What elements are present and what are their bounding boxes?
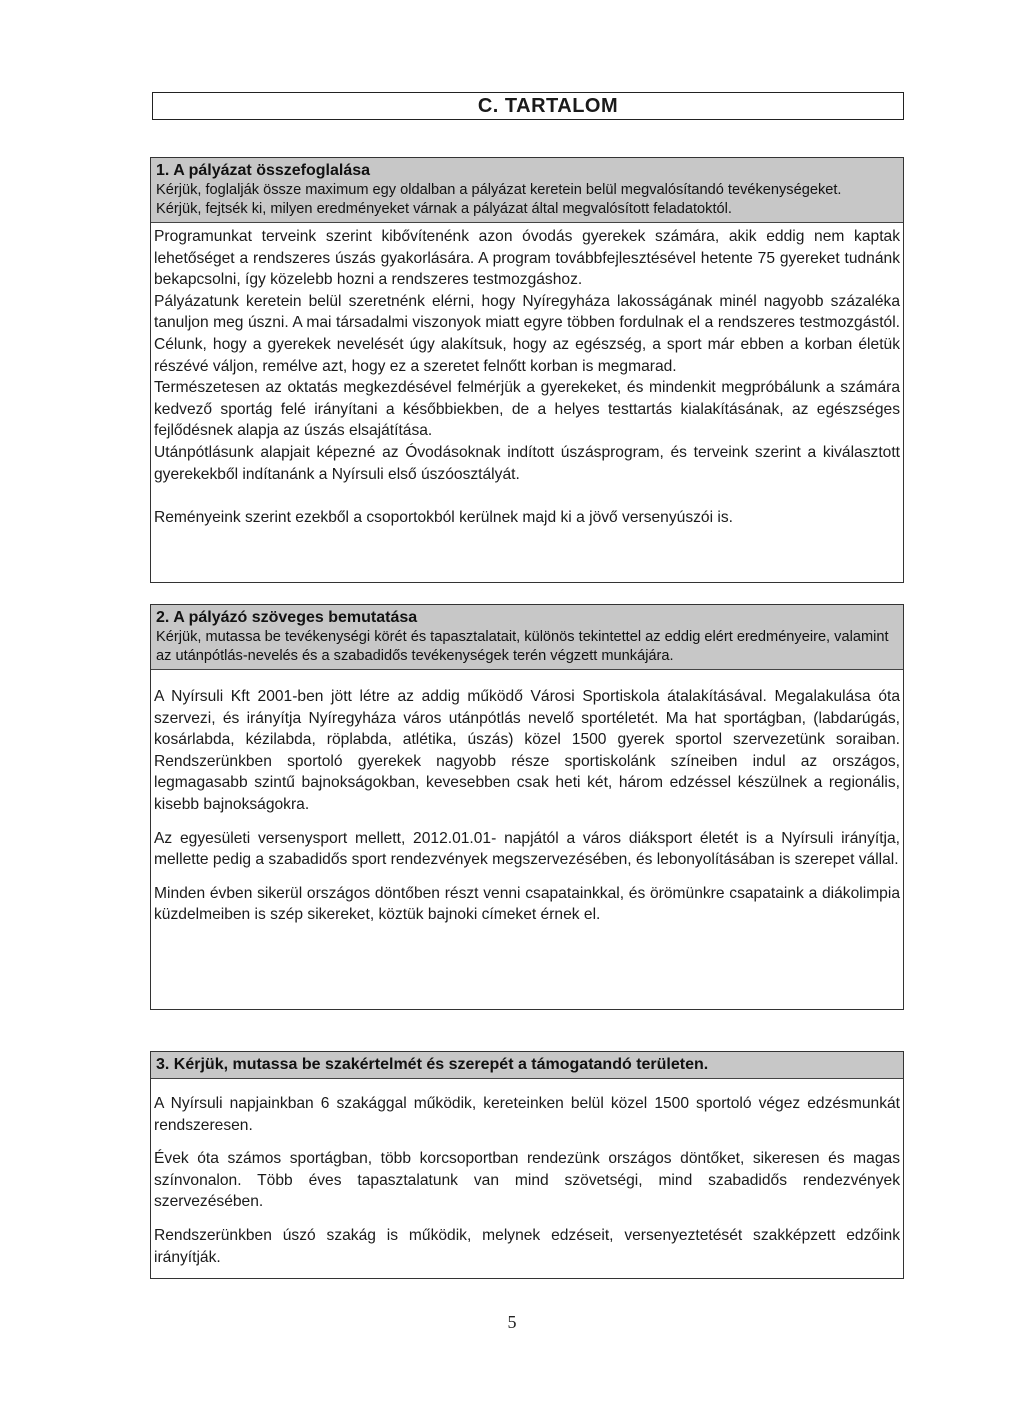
paragraph: A Nyírsuli Kft 2001-ben jött létre az addig működő Városi Sportiskola átalakításával. Megalakulása óta szervezi, és irányítja Nyíregyháza város utánpótlás nevelő sportéletét. Ma hat sportágban, (labdarúgás, kosárlabda, kézilabda, röplabda, atlétika, úszás) közel 1500 gyerek sportol szervezetünk soraiban. Rendszerünkben sportoló gyerekek nagyobb része sportiskolánk színeiben indul az országos, legmagasabb szintű bajnokságokban, kevesebben csak heti két, három edzéssel készülnek a regionális, kisebb bajnokságokra. xyxy=(154,688,900,813)
section-expertise xyxy=(150,1051,904,1279)
section-summary-title: 1. A pályázat összefoglalása xyxy=(156,162,371,179)
paragraph: A Nyírsuli napjainkban 6 szakággal működik, kereteinken belül közel 1500 sportoló végez edzésmunkát rendszeresen. xyxy=(154,1095,900,1134)
section-applicant xyxy=(150,604,904,1010)
section-summary-instruction: Kérjük, fejtsék ki, milyen eredményeket várnak a pályázat által megvalósított feladatoktól. xyxy=(156,201,732,217)
paragraph: Programunkat terveink szerint kibővítenénk azon óvodás gyerekek számára, akik eddig nem kaptak lehetőséget a rendszeres úszás gyakorlására. A program továbbfejlesztésével hetente 75 gyereket tudnánk bekapcsolni, így közelebb hozni a rendszeres testmozgáshoz. xyxy=(154,228,900,289)
paragraph: Utánpótlásunk alapjait képezné az Óvodásoknak indított úszásprogram, és terveink szerint a kiválasztott gyerekekből indítanánk a Nyírsuli első úszóosztályát. xyxy=(154,443,900,483)
section-expertise-body xyxy=(151,1079,903,1268)
section-summary-instruction: Kérjük, foglalják össze maximum egy oldalban a pályázat keretein belül megvalósítandó tevékenységeket. xyxy=(156,182,842,198)
paragraph: Pályázatunk keretein belül szeretnénk elérni, hogy Nyíregyháza lakosságának minél nagyobb százaléka tanuljon meg úszni. A mai társadalmi viszonyok miatt egyre többen fordulnak el a rendszeres testmozgástól. Célunk, hogy a gyerekek nevelését úgy alakítsuk, hogy az egészség, a sport már ebben a korban életük részévé váljon, remélve azt, hogy ez a szeretet felnőtt korban is megmarad. xyxy=(154,292,900,375)
section-applicant-body xyxy=(151,670,903,926)
section-expertise-header xyxy=(151,1052,903,1079)
section-applicant-instruction: Kérjük, mutassa be tevékenységi körét és tapasztalatait, különös tekintettel az eddig elért eredményeire, valamint xyxy=(156,629,889,645)
paragraph: Minden évben sikerül országos döntőben részt venni csapatainkkal, és örömünkre csapataink a diákolimpia küzdelmeiben is szép sikereket, köztük bajnoki címeket érnek el. xyxy=(154,884,900,924)
section-applicant-header xyxy=(151,605,903,670)
page-number: 5 xyxy=(507,1312,517,1332)
paragraph: Az egyesületi versenysport mellett, 2012.01.01- napjától a város diáksport életét is a Nyírsuli irányítja, mellette pedig a szabadidős sport rendezvények megszervezésében, és lebonyolításában is szerepet vállal. xyxy=(154,829,900,869)
paragraph: Természetesen az oktatás megkezdésével felmérjük a gyerekeket, és mindenkit megpróbálunk a számára kedvező sportág felé irányítani a későbbiekben, de a helyes testtartás kialakításának, az egészséges fejlődésnek alapja az úszás elsajátítása. xyxy=(154,379,900,440)
section-summary xyxy=(150,157,904,583)
document-title: C. TARTALOM xyxy=(477,94,619,117)
section-expertise-title: 3. Kérjük, mutassa be szakértelmét és szerepét a támogatandó területen. xyxy=(156,1056,709,1073)
paragraph: Reményeink szerint ezekből a csoportokból kerülnek majd ki a jövő versenyúszói is. xyxy=(154,509,733,527)
paragraph: Évek óta számos sportágban, több korcsoportban rendezünk országos döntőket, sikeresen és magas színvonalon. Több éves tapasztalatunk van mind szövetségi, mind szabadidős rendezvények szervezésében. xyxy=(154,1150,900,1211)
document-title-box xyxy=(152,92,904,120)
section-applicant-title: 2. A pályázó szöveges bemutatása xyxy=(156,609,418,626)
section-summary-header xyxy=(151,158,903,223)
section-summary-body xyxy=(151,223,903,529)
paragraph: Rendszerünkben úszó szakág is működik, melynek edzéseit, versenyeztetését szakképzett edzőink irányítják. xyxy=(154,1226,900,1266)
section-applicant-instruction: az utánpótlás-nevelés és a szabadidős tevékenységek terén végzett munkájára. xyxy=(156,648,674,664)
